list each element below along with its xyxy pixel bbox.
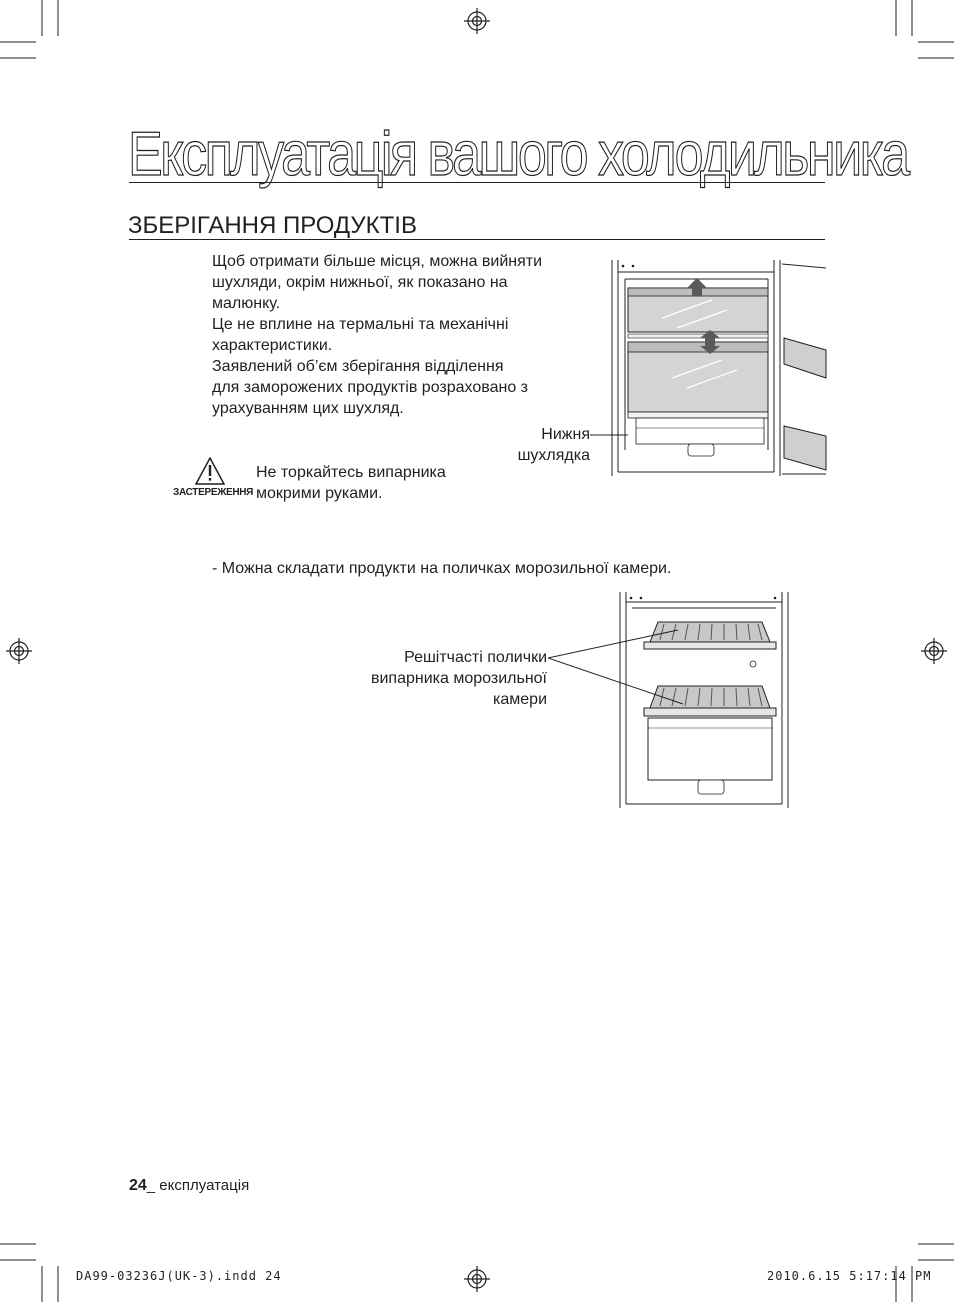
paragraph-line: шухляди, окрім нижньої, як показано на [212,274,508,291]
caution-text [256,462,496,504]
caution-line: Не торкайтесь випарника [256,464,446,481]
paragraph-line: Це не вплине на термальні та механічні [212,316,509,333]
warning-triangle-icon [195,457,225,485]
grid-shelves-label [340,647,547,710]
page-number: 24 [129,1177,147,1194]
caution-line: мокрими руками. [256,485,383,502]
imprint-datetime: 2010.6.15 5:17:14 PM [767,1269,932,1283]
page-title: Експлуатація вашого холодильника [128,120,908,189]
shelves-bullet: - Можна складати продукти на поличках морозильної камери. [212,560,672,577]
lower-drawer-label-line: шухлядка [517,447,590,464]
paragraph-line: урахуванням цих шухляд. [212,400,404,417]
grid-shelves-label-line: Решітчасті полички [404,649,547,666]
paragraph-line: Заявлений об’єм зберігання відділення [212,358,504,375]
caution-label: ЗАСТЕРЕЖЕННЯ [173,487,254,498]
imprint-file: DA99-03236J(UK-3).indd 24 [76,1269,282,1283]
lower-drawer-label-line: Нижня [541,426,590,443]
paragraph-line: характеристики. [212,337,333,354]
freezer-shelves-illustration [548,590,798,812]
section-title: ЗБЕРІГАННЯ ПРОДУКТІВ [128,212,417,239]
lower-drawer-label [490,424,590,466]
grid-shelves-label-line: випарника морозильної [370,670,547,687]
section-rule [129,239,825,240]
paragraph-line: для заморожених продуктів розраховано з [212,379,529,396]
grid-shelves-label-line: камери [493,691,547,708]
intro-paragraph [212,251,592,419]
title-rule [129,182,825,183]
paragraph-line: малюнку. [212,295,281,312]
page-footer [129,1177,249,1195]
lower-drawer-leader-line [590,430,630,440]
footer-section: _ експлуатація [146,1177,250,1194]
paragraph-line: Щоб отримати більше місця, можна вийняти [212,253,543,270]
freezer-drawers-illustration [592,258,828,478]
